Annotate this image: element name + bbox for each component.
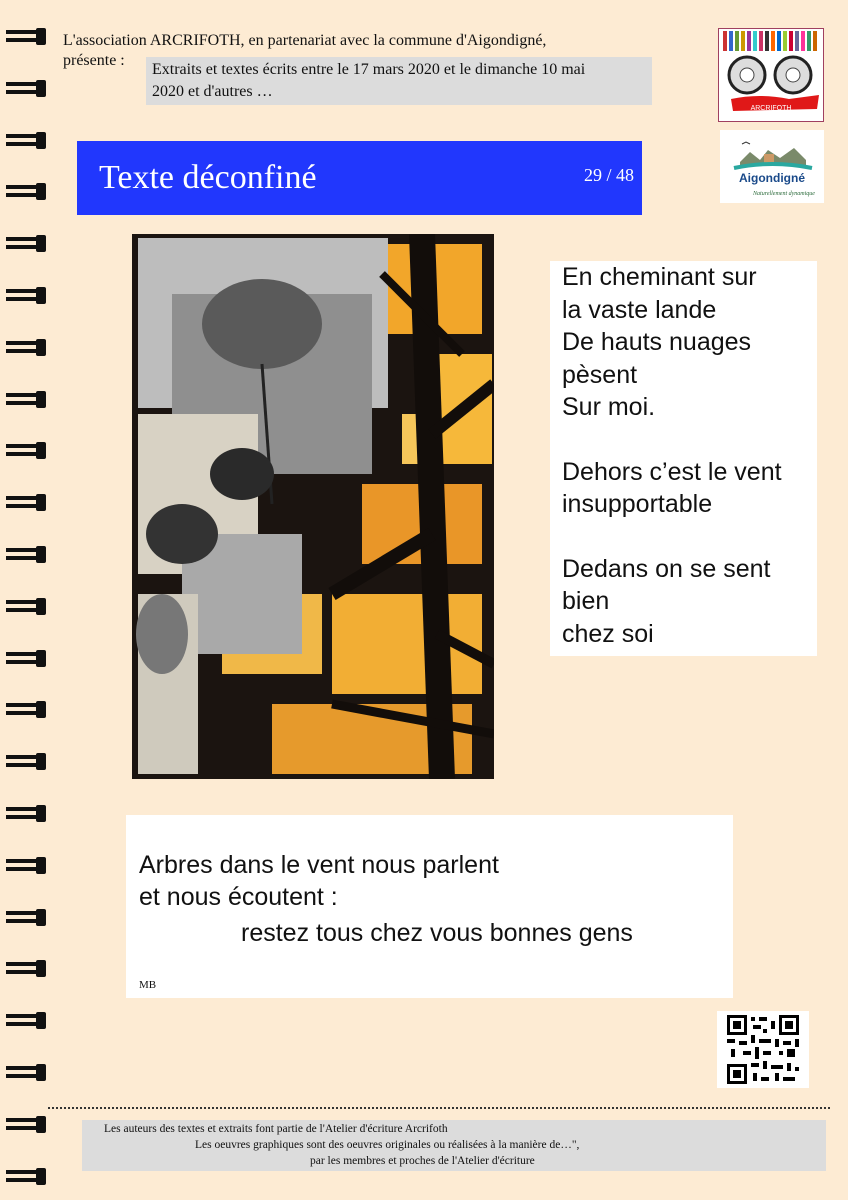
footer-line-1: Les auteurs des textes et extraits font partie de l'Atelier d'écriture Arcrifoth (104, 1123, 448, 1135)
poem-line: En cheminant sur (562, 263, 757, 291)
haiku-line-1: Arbres dans le vent nous parlent (139, 851, 499, 879)
spiral-ring (4, 957, 48, 979)
spiral-ring (4, 854, 48, 876)
poem-line: Dehors c’est le vent (562, 457, 782, 486)
spiral-ring (4, 1113, 48, 1135)
date-range-box (146, 57, 652, 105)
poem-text-box (550, 261, 817, 656)
village-graphic (734, 142, 812, 168)
poem-line: Sur moi. (562, 393, 656, 421)
poem-stanza-3 (562, 553, 817, 651)
footer-line-2: Les oeuvres graphiques sont des oeuvres originales ou réalisées à la manière de…", (195, 1139, 580, 1151)
spiral-ring (4, 802, 48, 824)
spiral-ring (4, 595, 48, 617)
poem-line: bien (562, 587, 610, 615)
aigondigne-tagline: Naturellement dynamique (753, 191, 815, 197)
poem-line: pèsent (562, 360, 638, 389)
spiral-ring (4, 750, 48, 772)
spiral-ring (4, 336, 48, 358)
qr-finder-bottom-left (727, 1064, 747, 1084)
camera-lens-icon (729, 57, 811, 93)
header-intro: L'association ARCRIFOTH, en partenariat avec la commune d'Aigondigné, (63, 32, 547, 49)
footer-credits (82, 1120, 826, 1171)
title-banner (77, 141, 642, 215)
spiral-ring (4, 388, 48, 410)
pencils-graphic (723, 31, 817, 51)
spiral-ring (4, 25, 48, 47)
spiral-ring (4, 77, 48, 99)
arcrifoth-logo (718, 28, 824, 122)
spiral-ring (4, 439, 48, 461)
footer-divider (48, 1107, 830, 1109)
qr-code[interactable] (717, 1011, 809, 1088)
spiral-ring (4, 906, 48, 928)
spiral-ring (4, 180, 48, 202)
spiral-ring (4, 232, 48, 254)
footer-line-3: par les membres et proches de l'Atelier d'écriture (310, 1155, 535, 1167)
poem-line: la vaste lande (562, 295, 717, 324)
spiral-ring (4, 698, 48, 720)
date-range-line-2: 2020 et d'autres … (152, 83, 273, 100)
spiral-ring (4, 543, 48, 565)
spiral-ring (4, 284, 48, 306)
spiral-ring (4, 1009, 48, 1031)
spiral-ring (4, 647, 48, 669)
poem-stanza-2 (562, 456, 817, 521)
poem-stanza-1 (562, 261, 817, 424)
spiral-ring (4, 1061, 48, 1083)
haiku-text-box (126, 815, 733, 998)
page-title: Texte déconfiné (99, 159, 317, 196)
spiral-ring (4, 129, 48, 151)
qr-finder-top-right (779, 1015, 799, 1035)
page-count: 29 / 48 (583, 165, 634, 185)
date-range-line-1: Extraits et textes écrits entre le 17 mars 2020 et le dimanche 10 mai (152, 61, 586, 78)
poem-line: Dedans on se sent (562, 554, 771, 583)
spiral-binding (0, 0, 52, 1200)
collage-artwork (132, 234, 494, 779)
arcrifoth-logo-text: ARCRIFOTH (750, 105, 792, 112)
qr-finder-top-left (727, 1015, 747, 1035)
spiral-ring (4, 491, 48, 513)
presente-label: présente : (63, 52, 125, 69)
aigondigne-name: Aigondigné (739, 171, 805, 185)
poem-line: insupportable (562, 490, 713, 518)
author-initials: MB (139, 979, 157, 991)
aigondigne-logo (720, 130, 824, 203)
haiku-line-2: et nous écoutent : (139, 883, 338, 911)
haiku-line-3: restez tous chez vous bonnes gens (241, 919, 633, 947)
poem-line: De hauts nuages (562, 328, 752, 356)
spiral-ring (4, 1165, 48, 1187)
poem-line: chez soi (562, 619, 654, 648)
